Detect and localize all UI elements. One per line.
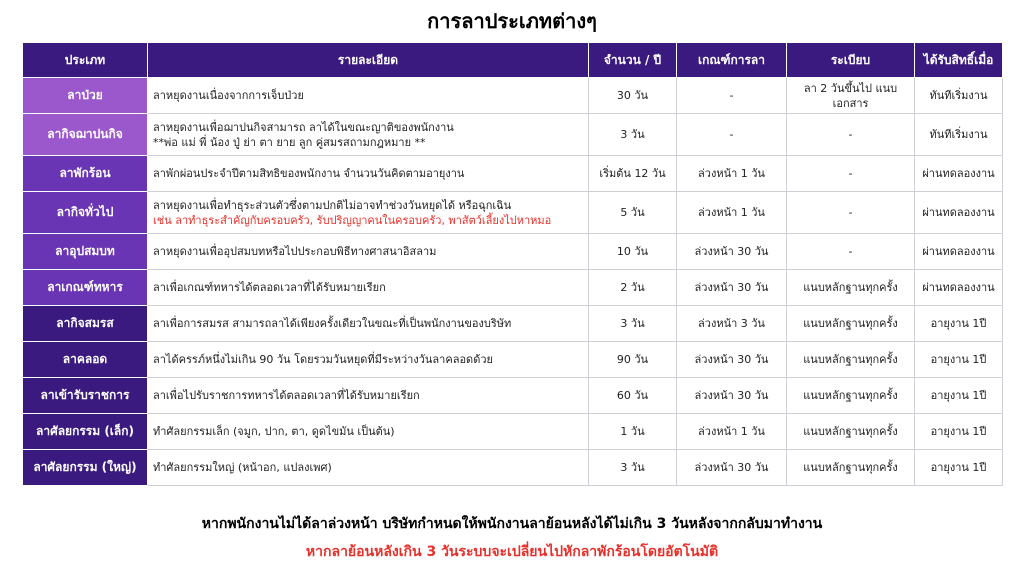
row-notice: ล่วงหน้า 1 วัน	[677, 414, 787, 450]
table-row	[23, 378, 1003, 414]
row-days: 10 วัน	[589, 234, 677, 270]
row-eligible: ผ่านทดลองงาน	[915, 192, 1003, 234]
row-detail: ลาหยุดงานเนื่องจากการเจ็บป่วย	[148, 78, 589, 114]
row-notice: ล่วงหน้า 30 วัน	[677, 342, 787, 378]
row-eligible: ผ่านทดลองงาน	[915, 234, 1003, 270]
table-row	[23, 342, 1003, 378]
header-days: จำนวน / ปี	[589, 43, 677, 78]
table-row	[23, 414, 1003, 450]
row-notice: ล่วงหน้า 30 วัน	[677, 234, 787, 270]
table-row	[23, 78, 1003, 114]
row-type: ลาเข้ารับราชการ	[23, 378, 148, 414]
row-days: 3 วัน	[589, 450, 677, 486]
header-detail: รายละเอียด	[148, 43, 589, 78]
row-detail-line1: ลาหยุดงานเพื่อฌาปนกิจสามารถ ลาได้ในขณะญาติของพนักงาน	[153, 120, 454, 134]
late-leave-note: หากพนักงานไม่ได้ลาล่วงหน้า บริษัทกำหนดให้พนักงานลาย้อนหลังได้ไม่เกิน 3 วันหลังจากกลับมาทำงาน	[201, 516, 823, 532]
row-eligible: ผ่านทดลองงาน	[915, 270, 1003, 306]
row-detail: ทำศัลยกรรมเล็ก (จมูก, ปาก, ตา, ดูดไขมัน เป็นต้น)	[148, 414, 589, 450]
row-rule: แนบหลักฐานทุกครั้ง	[787, 306, 915, 342]
row-notice: -	[677, 78, 787, 114]
row-eligible: ทันทีเริ่มงาน	[915, 114, 1003, 156]
row-rule: แนบหลักฐานทุกครั้ง	[787, 270, 915, 306]
row-rule: ลา 2 วันขึ้นไป แนบเอกสาร	[787, 78, 915, 114]
row-type: ลาศัลยกรรม (เล็ก)	[23, 414, 148, 450]
row-days: 1 วัน	[589, 414, 677, 450]
row-rule: -	[787, 192, 915, 234]
row-notice: ล่วงหน้า 30 วัน	[677, 378, 787, 414]
row-eligible: อายุงาน 1ปี	[915, 342, 1003, 378]
row-notice: ล่วงหน้า 1 วัน	[677, 192, 787, 234]
leave-types-table	[22, 42, 1003, 486]
row-eligible: อายุงาน 1ปี	[915, 414, 1003, 450]
row-days: เริ่มต้น 12 วัน	[589, 156, 677, 192]
row-rule: แนบหลักฐานทุกครั้ง	[787, 450, 915, 486]
header-type: ประเภท	[23, 43, 148, 78]
row-rule: -	[787, 234, 915, 270]
row-notice: ล่วงหน้า 30 วัน	[677, 450, 787, 486]
row-days: 90 วัน	[589, 342, 677, 378]
row-type: ลากิจทั่วไป	[23, 192, 148, 234]
row-detail: ลาเพื่อไปรับราชการทหารได้ตลอดเวลาที่ได้รับหมายเรียก	[148, 378, 589, 414]
row-detail	[148, 192, 589, 234]
table-header-row	[23, 43, 1003, 78]
row-type: ลาคลอด	[23, 342, 148, 378]
table-row	[23, 306, 1003, 342]
row-type: ลาเกณฑ์ทหาร	[23, 270, 148, 306]
row-notice: ล่วงหน้า 1 วัน	[677, 156, 787, 192]
table-row	[23, 270, 1003, 306]
late-leave-warning: หากลาย้อนหลังเกิน 3 วันระบบจะเปลี่ยนไปหักลาพักร้อนโดยอัตโนมัติ	[305, 544, 719, 560]
page-title: การลาประเภทต่างๆ	[427, 9, 597, 33]
row-days: 60 วัน	[589, 378, 677, 414]
row-days: 2 วัน	[589, 270, 677, 306]
row-detail-line1: ลาหยุดงานเพื่อทำธุระส่วนตัวซึ่งตามปกติไม่อาจทำช่วงวันหยุดได้ หรือฉุกเฉิน	[153, 198, 512, 212]
row-rule: แนบหลักฐานทุกครั้ง	[787, 414, 915, 450]
header-rule: ระเบียบ	[787, 43, 915, 78]
row-detail: ลาเพื่อการสมรส สามารถลาได้เพียงครั้งเดียวในขณะที่เป็นพนักงานของบริษัท	[148, 306, 589, 342]
row-type: ลาศัลยกรรม (ใหญ่)	[23, 450, 148, 486]
row-eligible: ผ่านทดลองงาน	[915, 156, 1003, 192]
row-rule: -	[787, 114, 915, 156]
table-row	[23, 234, 1003, 270]
table-row	[23, 114, 1003, 156]
row-eligible: อายุงาน 1ปี	[915, 378, 1003, 414]
row-detail	[148, 114, 589, 156]
row-rule: -	[787, 156, 915, 192]
row-rule: แนบหลักฐานทุกครั้ง	[787, 378, 915, 414]
row-type: ลากิจฌาปนกิจ	[23, 114, 148, 156]
row-detail: ทำศัลยกรรมใหญ่ (หน้าอก, แปลงเพศ)	[148, 450, 589, 486]
row-notice: -	[677, 114, 787, 156]
row-detail: ลาได้ครรภ์หนึ่งไม่เกิน 90 วัน โดยรวมวันหยุดที่มีระหว่างวันลาคลอดด้วย	[148, 342, 589, 378]
row-detail: ลาเพื่อเกณฑ์ทหารได้ตลอดเวลาที่ได้รับหมายเรียก	[148, 270, 589, 306]
row-detail: ลาพักผ่อนประจำปีตามสิทธิของพนักงาน จำนวนวันคิดตามอายุงาน	[148, 156, 589, 192]
row-eligible: ทันทีเริ่มงาน	[915, 78, 1003, 114]
row-notice: ล่วงหน้า 30 วัน	[677, 270, 787, 306]
row-days: 3 วัน	[589, 306, 677, 342]
table-row	[23, 156, 1003, 192]
table-row	[23, 192, 1003, 234]
row-eligible: อายุงาน 1ปี	[915, 450, 1003, 486]
row-rule: แนบหลักฐานทุกครั้ง	[787, 342, 915, 378]
row-days: 3 วัน	[589, 114, 677, 156]
row-detail-line2: **พ่อ แม่ พี่ น้อง ปู่ ย่า ตา ยาย ลูก คู่สมรสถามกฎหมาย **	[153, 135, 426, 149]
row-type: ลากิจสมรส	[23, 306, 148, 342]
row-detail: ลาหยุดงานเพื่ออุปสมบทหรือไปประกอบพิธีทางศาสนาอิสลาม	[148, 234, 589, 270]
table-row	[23, 450, 1003, 486]
header-notice: เกณฑ์การลา	[677, 43, 787, 78]
row-type: ลาอุปสมบท	[23, 234, 148, 270]
row-detail-example: เช่น ลาทำธุระสำคัญกับครอบครัว, รับปริญญาคนในครอบครัว, พาสัตว์เลี้ยงไปหาหมอ	[153, 213, 552, 227]
header-eligible: ได้รับสิทธิ์เมื่อ	[915, 43, 1003, 78]
row-type: ลาป่วย	[23, 78, 148, 114]
row-type: ลาพักร้อน	[23, 156, 148, 192]
row-days: 5 วัน	[589, 192, 677, 234]
row-notice: ล่วงหน้า 3 วัน	[677, 306, 787, 342]
row-eligible: อายุงาน 1ปี	[915, 306, 1003, 342]
row-days: 30 วัน	[589, 78, 677, 114]
